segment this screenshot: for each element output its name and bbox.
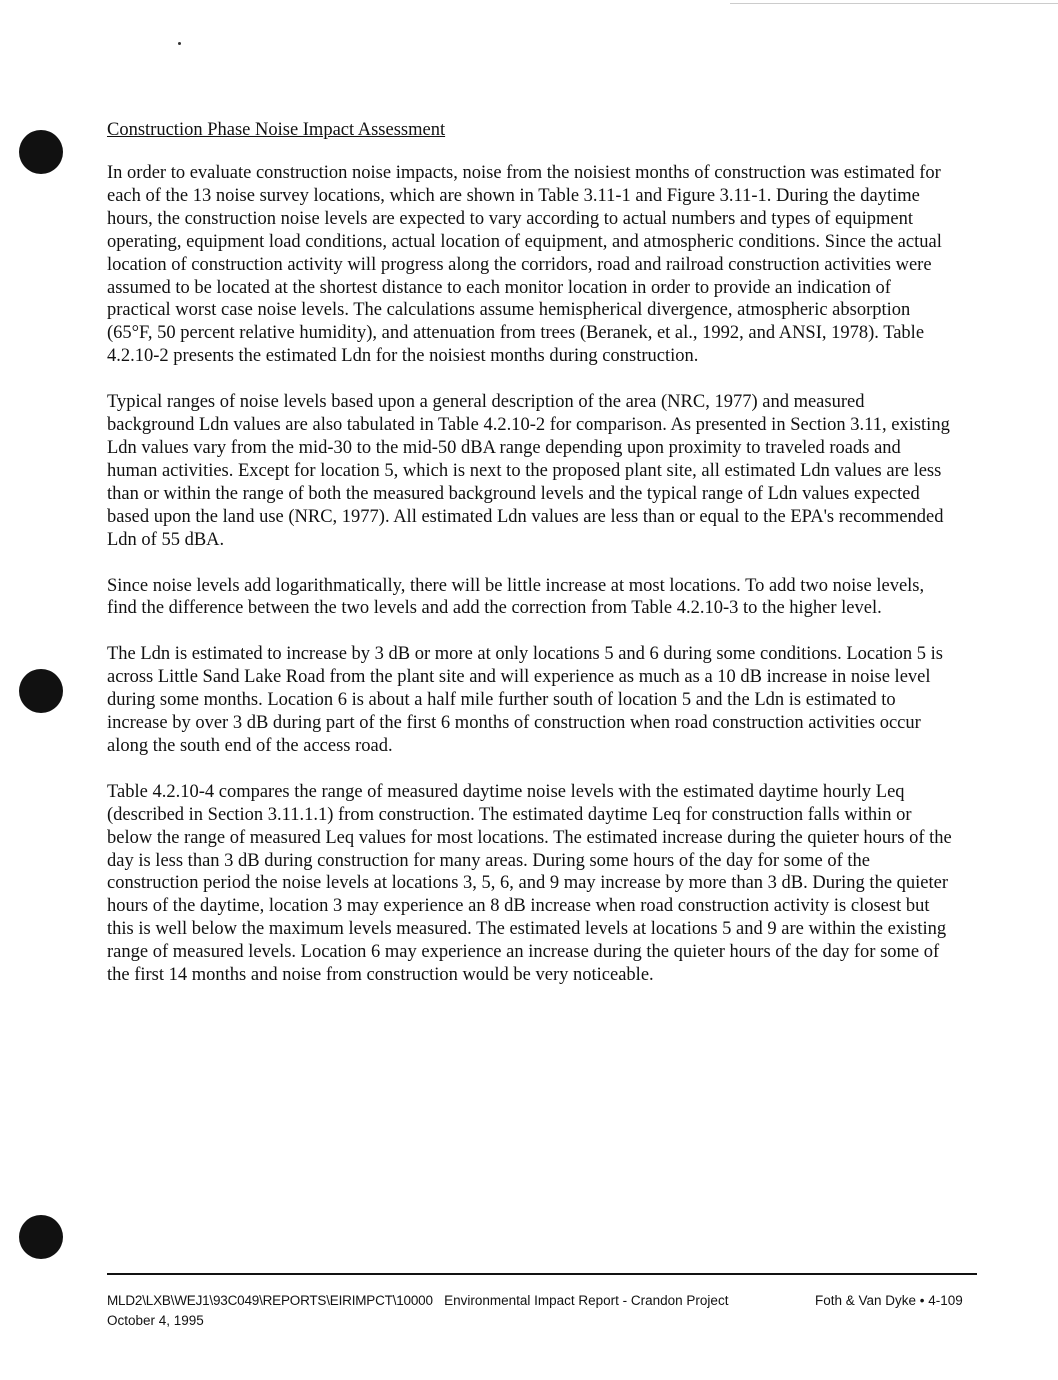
footer-file-path: MLD2\LXB\WEJ1\93C049\REPORTS\EIRIMPCT\10000 (107, 1293, 433, 1308)
section-heading: Construction Phase Noise Impact Assessment (107, 120, 446, 140)
scan-edge-line (730, 3, 1058, 4)
paragraph-4: The Ldn is estimated to increase by 3 dB or more at only locations 5 and 6 during some conditions. Location 5 is across Little Sand Lake Road from the plant site and will experience as much as a 10 dB increase in noise level during some months. Location 6 is about a half mile further south of location 5 and the Ldn is estimated to increase by over 3 dB during part of the first 6 months of construction when road construction activities occur along the south end of the access road. (107, 644, 943, 756)
footer-company-page: Foth & Van Dyke • 4-109 (815, 1293, 963, 1308)
paragraph-1: In order to evaluate construction noise impacts, noise from the noisiest months of construction was estimated for each of the 13 noise survey locations, which are shown in Table 3.11-1 and Figure 3.11-1. During the daytime hours, the construction noise levels are expected to vary according to actual numbers and types of equipment operating, equipment load conditions, actual location of equipment, and atmospheric conditions. Since the actual location of construction activity will progress along the corridors, road and railroad construction activities were assumed to be located at the shortest distance to each monitor location in order to provide an indication of practical worst case noise levels. The calculations assume hemispherical divergence, atmospheric absorption (65°F, 50 percent relative humidity), and attenuation from trees (Beranek, et al., 1992, and ANSI, 1978). Table 4.2.10-2 presents the estimated Ldn for the noisiest months during construction. (107, 163, 942, 367)
footer-rule (107, 1273, 977, 1275)
paragraph-3: Since noise levels add logarithmatically, there will be little increase at most locations. To add two noise levels, find the difference between the two levels and add the correction from Table 4.2.10-3 to the higher level. (107, 575, 925, 619)
footer-left (107, 1291, 747, 1331)
footer-report-title: Environmental Impact Report - Crandon Project (444, 1293, 729, 1308)
paragraph-5: Table 4.2.10-4 compares the range of measured daytime noise levels with the estimated daytime hourly Leq (described in Section 3.11.1.1) from construction. The estimated daytime Leq for construction falls within or below the range of measured Leq values for most locations. The estimated increase during the quieter hours of the day is less than 3 dB during construction for many areas. During some hours of the day for some of the construction period the noise levels at locations 3, 5, 6, and 9 may increase by more than 3 dB. During the quieter hours of the daytime, location 3 may experience an 8 dB increase when road construction activity is closest but this is well below the maximum levels measured. The estimated levels at locations 5 and 9 are within the existing range of measured levels. Location 6 may experience an increase during the quieter hours of the day for some of the first 14 months and noise from construction would be very noticeable. (107, 781, 952, 986)
paragraph-2: Typical ranges of noise levels based upon a general description of the area (NRC, 1977) and measured background Ldn values are also tabulated in Table 4.2.10-2 for comparison. As presented in Section 3.11, existing Ldn values vary from the mid-30 to the mid-50 dBA range depending upon proximity to traveled roads and human activities. Except for location 5, which is next to the proposed plant site, all estimated Ldn values are less than or within the range of both the measured background levels and the typical range of Ldn values expected based upon the land use (NRC, 1977). All estimated Ldn values are less than or equal to the EPA's recommended Ldn of 55 dBA. (107, 392, 950, 550)
scan-speck (178, 42, 181, 45)
punch-hole-1 (19, 130, 63, 174)
page-body (107, 118, 952, 1010)
punch-hole-3 (19, 1215, 63, 1259)
footer-date: October 4, 1995 (107, 1313, 204, 1328)
punch-hole-2 (19, 669, 63, 713)
